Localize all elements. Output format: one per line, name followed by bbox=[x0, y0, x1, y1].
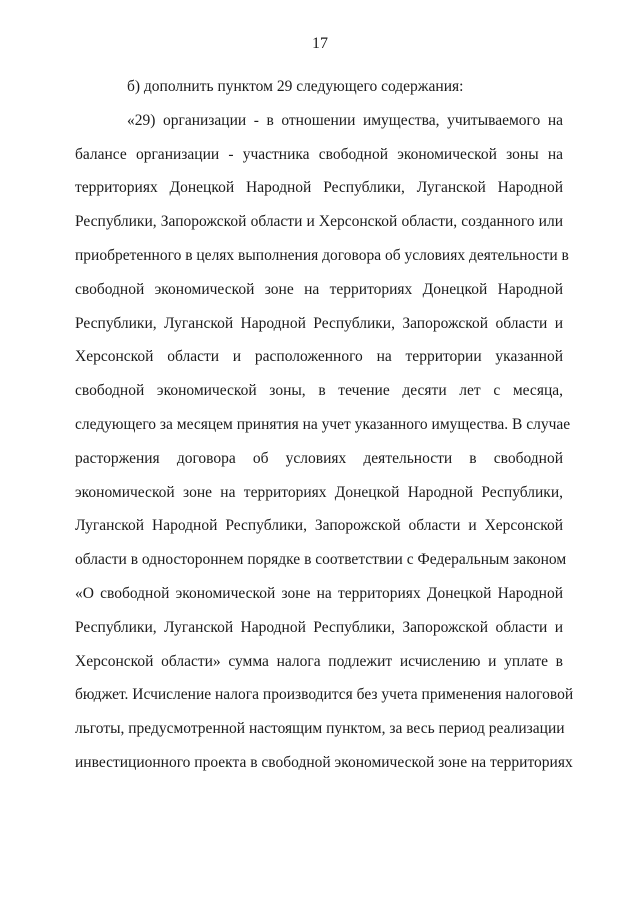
text-line: б) дополнить пунктом 29 следующего содержания: bbox=[127, 78, 464, 95]
text-line: территориях Донецкой Народной Республики, Луганской Народной bbox=[75, 179, 563, 197]
page-number: 17 bbox=[312, 35, 328, 52]
text-line: инвестиционного проекта в свободной экономической зоне на территориях bbox=[75, 753, 573, 771]
text-line: Херсонской области и расположенного на территории указанной bbox=[75, 348, 563, 366]
text-line: балансе организации - участника свободной экономической зоны на bbox=[75, 145, 563, 163]
text-line: бюджет. Исчисление налога производится без учета применения налоговой bbox=[75, 686, 574, 704]
text-line: Республики, Запорожской области и Херсонской области, созданного или bbox=[75, 213, 563, 231]
text-line: следующего за месяцем принятия на учет указанного имущества. В случае bbox=[75, 415, 571, 433]
text-line: области в одностороннем порядке в соответствии с Федеральным законом bbox=[75, 551, 567, 569]
text-line: Республики, Луганской Народной Республики, Запорожской области и bbox=[75, 314, 563, 332]
document-body bbox=[75, 70, 574, 780]
text-line: экономической зоне на территориях Донецкой Народной Республики, bbox=[75, 483, 563, 501]
text-line: льготы, предусмотренной настоящим пунктом, за весь период реализации bbox=[75, 720, 565, 738]
text-line: Херсонской области» сумма налога подлежит исчислению и уплате в bbox=[75, 652, 563, 670]
text-line: «О свободной экономической зоне на территориях Донецкой Народной bbox=[75, 584, 563, 602]
text-line: Луганской Народной Республики, Запорожской области и Херсонской bbox=[75, 517, 563, 535]
text-line: свободной экономической зоне на территориях Донецкой Народной bbox=[75, 280, 563, 298]
text-line: «29) организации - в отношении имущества, учитываемого на bbox=[127, 111, 563, 129]
text-line: приобретенного в целях выполнения договора об условиях деятельности в bbox=[75, 246, 569, 264]
text-line: Республики, Луганской Народной Республики, Запорожской области и bbox=[75, 618, 563, 636]
text-line: свободной экономической зоны, в течение десяти лет с месяца, bbox=[75, 382, 563, 400]
text-line: расторжения договора об условиях деятельности в свободной bbox=[75, 449, 563, 467]
